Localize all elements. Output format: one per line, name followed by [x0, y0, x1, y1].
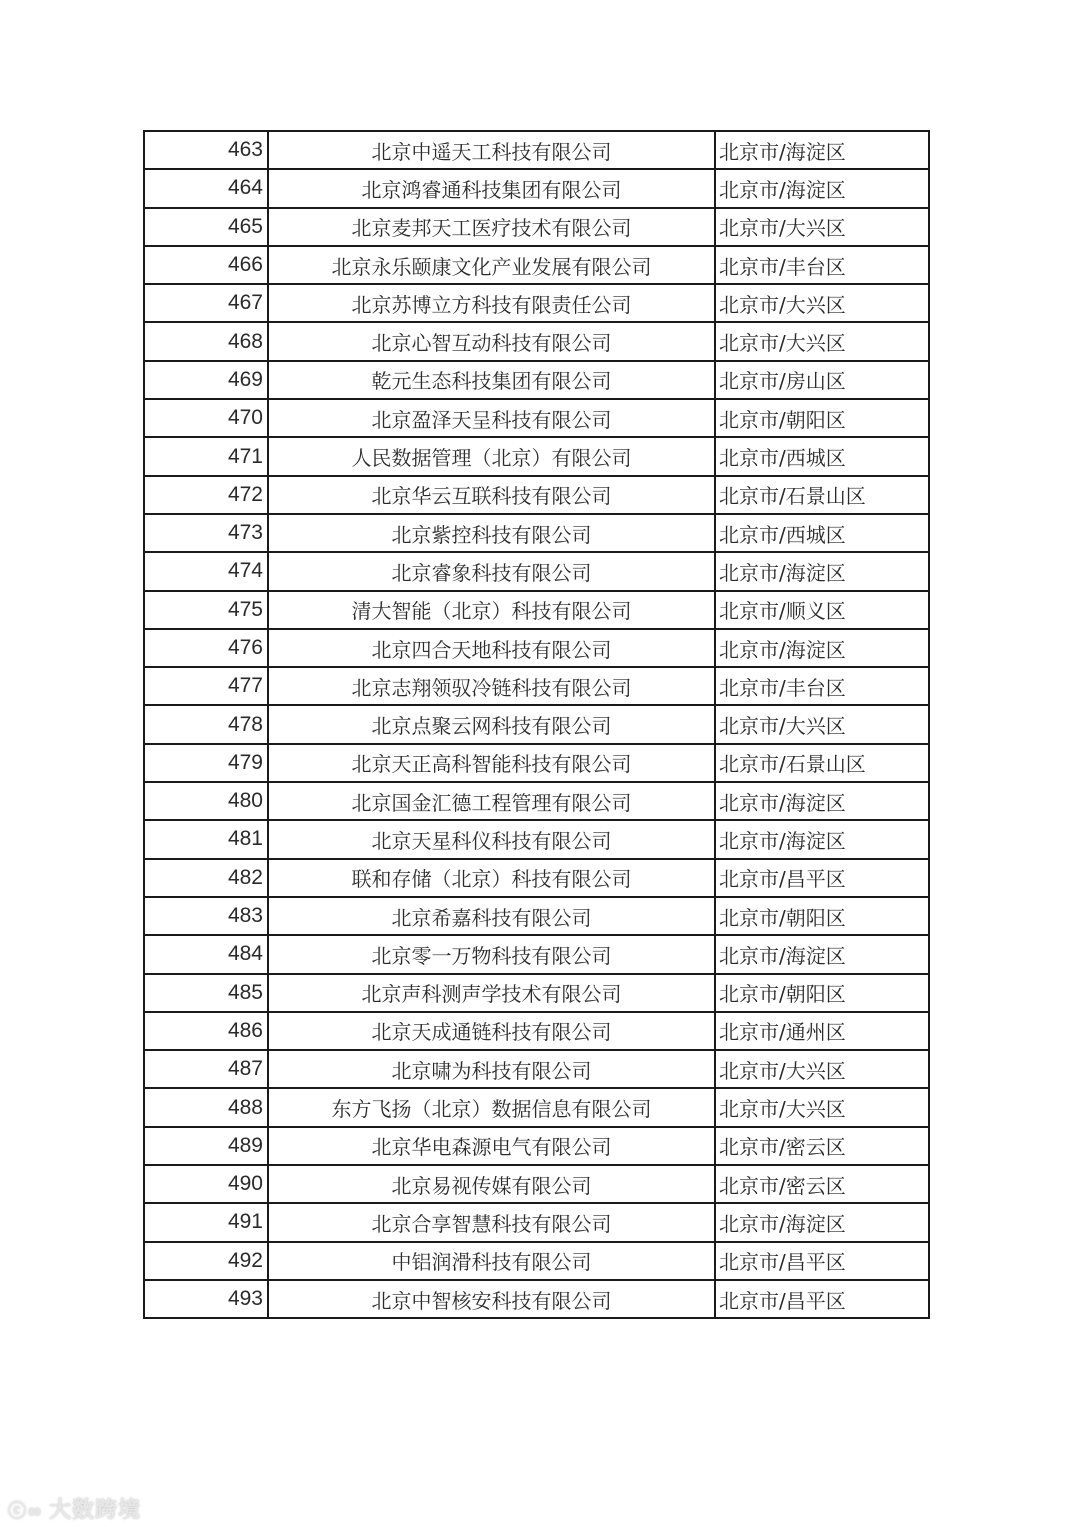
company-name: 北京心智互动科技有限公司 — [268, 322, 715, 360]
row-number: 485 — [144, 974, 268, 1012]
row-number: 478 — [144, 705, 268, 743]
company-name: 北京紫控科技有限公司 — [268, 514, 715, 552]
company-location: 北京市/海淀区 — [715, 629, 929, 667]
row-number: 490 — [144, 1165, 268, 1203]
company-name: 北京华电森源电气有限公司 — [268, 1127, 715, 1165]
company-location: 北京市/大兴区 — [715, 705, 929, 743]
row-number: 488 — [144, 1088, 268, 1126]
table-row — [144, 284, 929, 322]
company-location: 北京市/海淀区 — [715, 820, 929, 858]
watermark-logo-icon: ⓒ∞ — [8, 1501, 43, 1522]
row-number: 482 — [144, 859, 268, 897]
company-name: 北京点聚云网科技有限公司 — [268, 705, 715, 743]
company-location: 北京市/海淀区 — [715, 935, 929, 973]
row-number: 474 — [144, 552, 268, 590]
watermark — [8, 1493, 141, 1524]
company-name: 北京希嘉科技有限公司 — [268, 897, 715, 935]
company-location: 北京市/房山区 — [715, 361, 929, 399]
table-row — [144, 591, 929, 629]
row-number: 476 — [144, 629, 268, 667]
table-row — [144, 514, 929, 552]
row-number: 469 — [144, 361, 268, 399]
table-row — [144, 476, 929, 514]
company-location: 北京市/朝阳区 — [715, 399, 929, 437]
company-location: 北京市/石景山区 — [715, 744, 929, 782]
company-location: 北京市/密云区 — [715, 1165, 929, 1203]
row-number: 486 — [144, 1012, 268, 1050]
row-number: 471 — [144, 437, 268, 475]
company-location: 北京市/密云区 — [715, 1127, 929, 1165]
company-name: 清大智能（北京）科技有限公司 — [268, 591, 715, 629]
company-name: 北京永乐颐康文化产业发展有限公司 — [268, 246, 715, 284]
company-name: 北京天正高科智能科技有限公司 — [268, 744, 715, 782]
company-location: 北京市/丰台区 — [715, 667, 929, 705]
company-location: 北京市/昌平区 — [715, 1242, 929, 1280]
table-row — [144, 1165, 929, 1203]
company-location: 北京市/海淀区 — [715, 131, 929, 169]
table-row — [144, 782, 929, 820]
company-name: 北京四合天地科技有限公司 — [268, 629, 715, 667]
company-name: 北京声科测声学技术有限公司 — [268, 974, 715, 1012]
company-name: 东方飞扬（北京）数据信息有限公司 — [268, 1088, 715, 1126]
company-location: 北京市/西城区 — [715, 514, 929, 552]
company-location: 北京市/顺义区 — [715, 591, 929, 629]
company-name: 北京零一万物科技有限公司 — [268, 935, 715, 973]
company-name: 北京天星科仪科技有限公司 — [268, 820, 715, 858]
row-number: 493 — [144, 1280, 268, 1318]
table-row — [144, 859, 929, 897]
company-table — [143, 130, 930, 1319]
row-number: 475 — [144, 591, 268, 629]
table-row — [144, 131, 929, 169]
company-location: 北京市/大兴区 — [715, 1088, 929, 1126]
table-row — [144, 1012, 929, 1050]
company-name: 人民数据管理（北京）有限公司 — [268, 437, 715, 475]
company-name: 北京华云互联科技有限公司 — [268, 476, 715, 514]
company-name: 北京苏博立方科技有限责任公司 — [268, 284, 715, 322]
company-name: 北京中遥天工科技有限公司 — [268, 131, 715, 169]
company-name: 北京鸿睿通科技集团有限公司 — [268, 169, 715, 207]
company-location: 北京市/大兴区 — [715, 322, 929, 360]
company-location: 北京市/海淀区 — [715, 552, 929, 590]
company-location: 北京市/昌平区 — [715, 859, 929, 897]
table-row — [144, 1280, 929, 1318]
table-row — [144, 705, 929, 743]
company-name: 北京志翔领驭冷链科技有限公司 — [268, 667, 715, 705]
company-location: 北京市/大兴区 — [715, 208, 929, 246]
company-location: 北京市/海淀区 — [715, 169, 929, 207]
company-location: 北京市/大兴区 — [715, 1050, 929, 1088]
company-location: 北京市/昌平区 — [715, 1280, 929, 1318]
row-number: 481 — [144, 820, 268, 858]
company-location: 北京市/丰台区 — [715, 246, 929, 284]
row-number: 467 — [144, 284, 268, 322]
company-location: 北京市/通州区 — [715, 1012, 929, 1050]
company-name: 北京盈泽天呈科技有限公司 — [268, 399, 715, 437]
row-number: 487 — [144, 1050, 268, 1088]
row-number: 468 — [144, 322, 268, 360]
table-row — [144, 935, 929, 973]
company-name: 联和存储（北京）科技有限公司 — [268, 859, 715, 897]
company-name: 北京国金汇德工程管理有限公司 — [268, 782, 715, 820]
row-number: 465 — [144, 208, 268, 246]
row-number: 466 — [144, 246, 268, 284]
table-row — [144, 208, 929, 246]
table-row — [144, 246, 929, 284]
table-row — [144, 399, 929, 437]
company-table-body — [144, 131, 929, 1318]
row-number: 483 — [144, 897, 268, 935]
table-row — [144, 897, 929, 935]
company-location: 北京市/朝阳区 — [715, 974, 929, 1012]
row-number: 491 — [144, 1203, 268, 1241]
table-row — [144, 974, 929, 1012]
row-number: 472 — [144, 476, 268, 514]
company-location: 北京市/西城区 — [715, 437, 929, 475]
table-row — [144, 552, 929, 590]
company-location: 北京市/海淀区 — [715, 782, 929, 820]
company-name: 北京麦邦天工医疗技术有限公司 — [268, 208, 715, 246]
row-number: 492 — [144, 1242, 268, 1280]
table-row — [144, 629, 929, 667]
company-location: 北京市/大兴区 — [715, 284, 929, 322]
table-row — [144, 322, 929, 360]
table-row — [144, 1088, 929, 1126]
table-row — [144, 437, 929, 475]
table-row — [144, 820, 929, 858]
company-name: 北京天成通链科技有限公司 — [268, 1012, 715, 1050]
company-name: 北京合享智慧科技有限公司 — [268, 1203, 715, 1241]
company-name: 中铝润滑科技有限公司 — [268, 1242, 715, 1280]
row-number: 489 — [144, 1127, 268, 1165]
watermark-text: 大数跨境 — [49, 1498, 142, 1523]
company-location: 北京市/石景山区 — [715, 476, 929, 514]
table-row — [144, 1203, 929, 1241]
table-row — [144, 1242, 929, 1280]
row-number: 473 — [144, 514, 268, 552]
company-name: 北京睿象科技有限公司 — [268, 552, 715, 590]
row-number: 484 — [144, 935, 268, 973]
company-location: 北京市/朝阳区 — [715, 897, 929, 935]
company-name: 北京啸为科技有限公司 — [268, 1050, 715, 1088]
table-row — [144, 1050, 929, 1088]
company-name: 乾元生态科技集团有限公司 — [268, 361, 715, 399]
table-row — [144, 667, 929, 705]
table-row — [144, 169, 929, 207]
table-row — [144, 1127, 929, 1165]
row-number: 477 — [144, 667, 268, 705]
table-row — [144, 744, 929, 782]
row-number: 464 — [144, 169, 268, 207]
row-number: 463 — [144, 131, 268, 169]
table-row — [144, 361, 929, 399]
company-location: 北京市/海淀区 — [715, 1203, 929, 1241]
company-name: 北京易视传媒有限公司 — [268, 1165, 715, 1203]
row-number: 480 — [144, 782, 268, 820]
row-number: 479 — [144, 744, 268, 782]
row-number: 470 — [144, 399, 268, 437]
company-name: 北京中智核安科技有限公司 — [268, 1280, 715, 1318]
